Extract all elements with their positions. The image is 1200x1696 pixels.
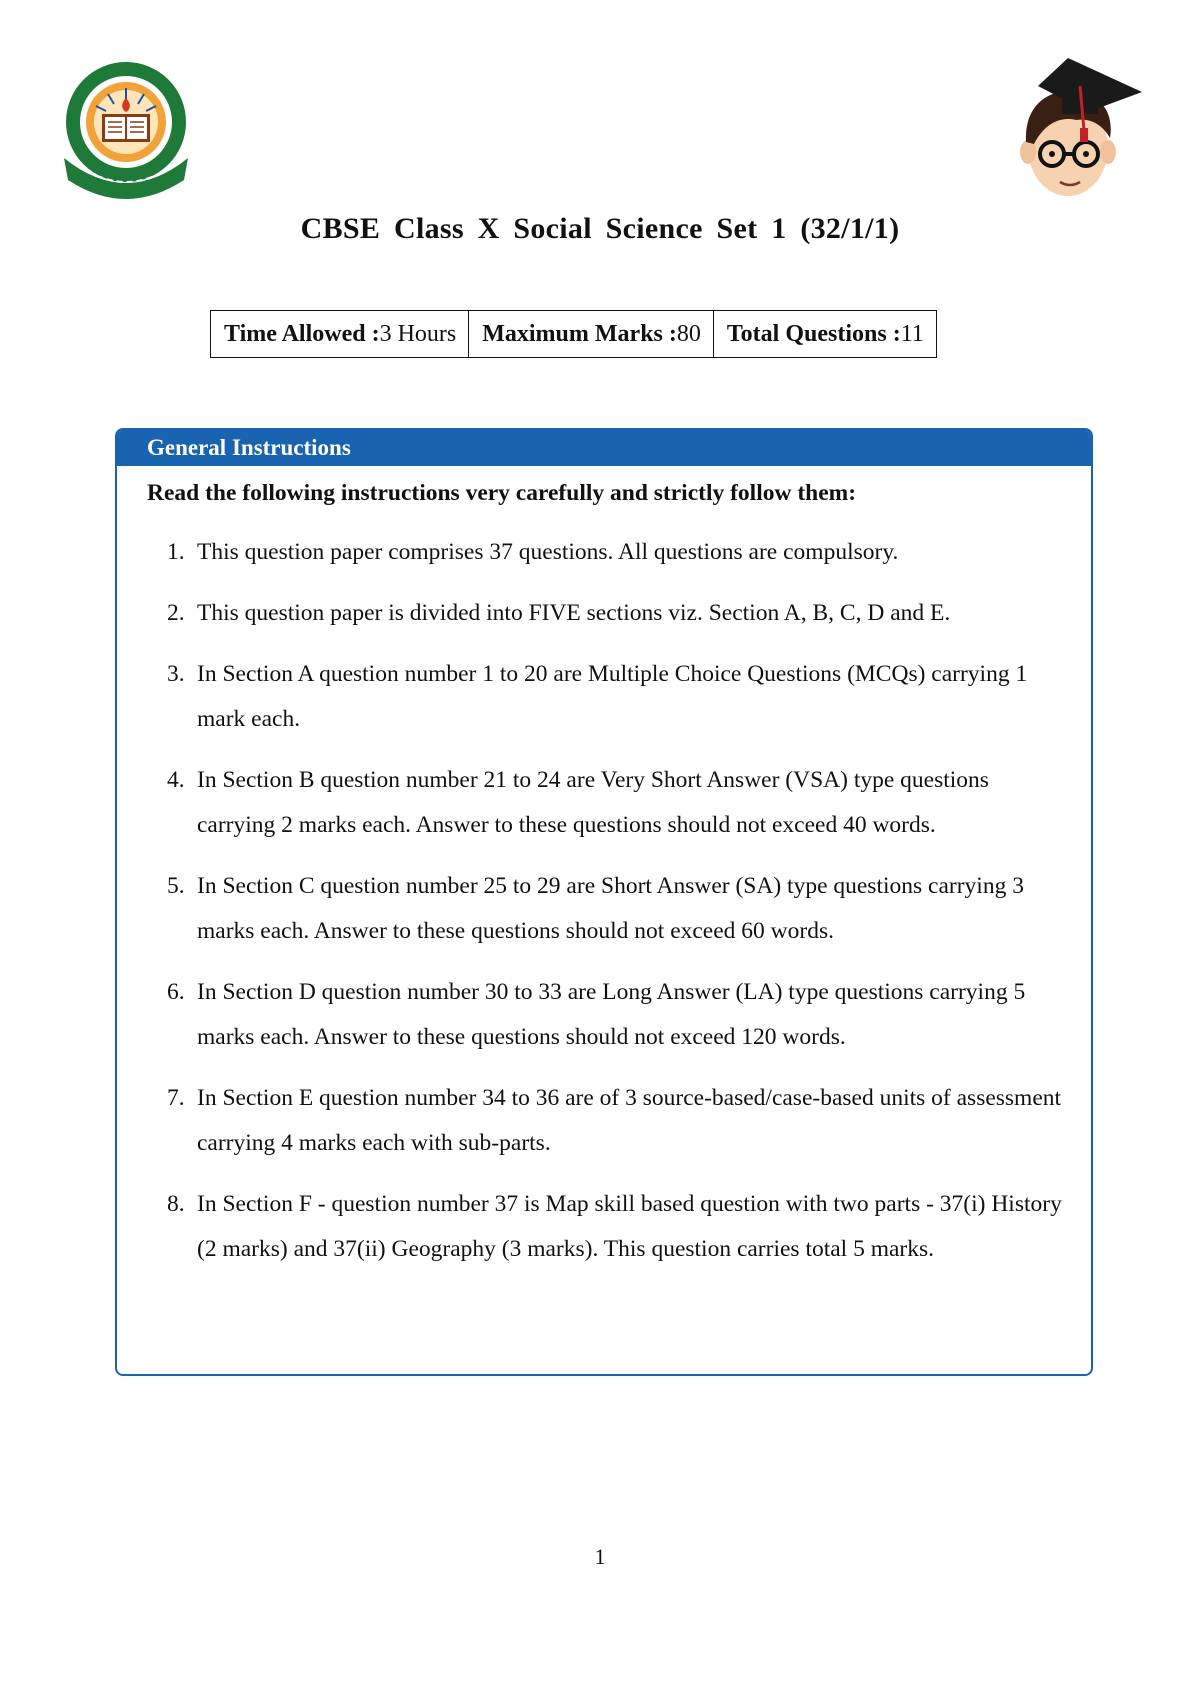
total-questions-label: Total Questions : [726,320,901,347]
total-questions-value: 11 [900,320,924,347]
maximum-marks-value: 80 [676,320,701,347]
instruction-number: 3. [167,661,185,687]
maximum-marks-cell [469,311,714,357]
instruction-text: This question paper comprises 37 questions. All questions are compulsory. [197,539,899,565]
instruction-number: 7. [167,1085,185,1111]
total-questions-cell [714,311,936,357]
cbse-emblem-icon [56,58,196,202]
instruction-text: In Section F - question number 37 is Map skill based question with two parts - 37(i) History (2 marks) and 37(ii) Geography (3 marks). This question carries total 5 marks. [197,1191,1062,1262]
general-instructions-box [115,428,1093,1376]
instruction-item [117,530,1091,575]
instruction-number: 5. [167,873,185,899]
instruction-number: 8. [167,1191,185,1217]
instruction-item [117,652,1091,742]
instruction-text: In Section B question number 21 to 24 are Very Short Answer (VSA) type questions carrying 2 marks each. Answer to these questions should not exceed 40 words. [197,767,989,838]
time-allowed-value: 3 Hours [379,320,457,347]
instruction-item [117,970,1091,1060]
instruction-text: In Section E question number 34 to 36 are of 3 source-based/case-based units of assessment carrying 4 marks each with sub-parts. [197,1085,1062,1156]
instruction-text: In Section A question number 1 to 20 are Multiple Choice Questions (MCQs) carrying 1 mark each. [197,661,1028,732]
instruction-number: 6. [167,979,185,1005]
page-title: CBSE Class X Social Science Set 1 (32/1/1) [300,212,900,245]
instructions-heading: General Instructions [117,430,1091,466]
student-graduate-cap-icon [1010,56,1146,206]
instruction-text: In Section C question number 25 to 29 are Short Answer (SA) type questions carrying 3 marks each. Answer to these questions should not exceed 60 words. [197,873,1024,944]
exam-info-table [210,310,937,358]
instruction-number: 2. [167,600,185,626]
page-number: 1 [594,1544,606,1569]
instruction-item [117,864,1091,954]
instruction-item [117,1076,1091,1166]
time-allowed-cell [211,311,469,357]
instruction-number: 4. [167,767,185,793]
instruction-item [117,591,1091,636]
instructions-list [117,530,1091,1272]
instruction-text: This question paper is divided into FIVE sections viz. Section A, B, C, D and E. [197,600,951,626]
instruction-text: In Section D question number 30 to 33 are Long Answer (LA) type questions carrying 5 marks each. Answer to these questions should not exceed 120 words. [197,979,1026,1050]
instructions-lead: Read the following instructions very carefully and strictly follow them: [147,480,857,506]
time-allowed-label: Time Allowed : [224,320,380,347]
maximum-marks-label: Maximum Marks : [482,320,677,347]
instruction-item [117,1182,1091,1272]
instruction-number: 1. [167,539,185,565]
instruction-item [117,758,1091,848]
